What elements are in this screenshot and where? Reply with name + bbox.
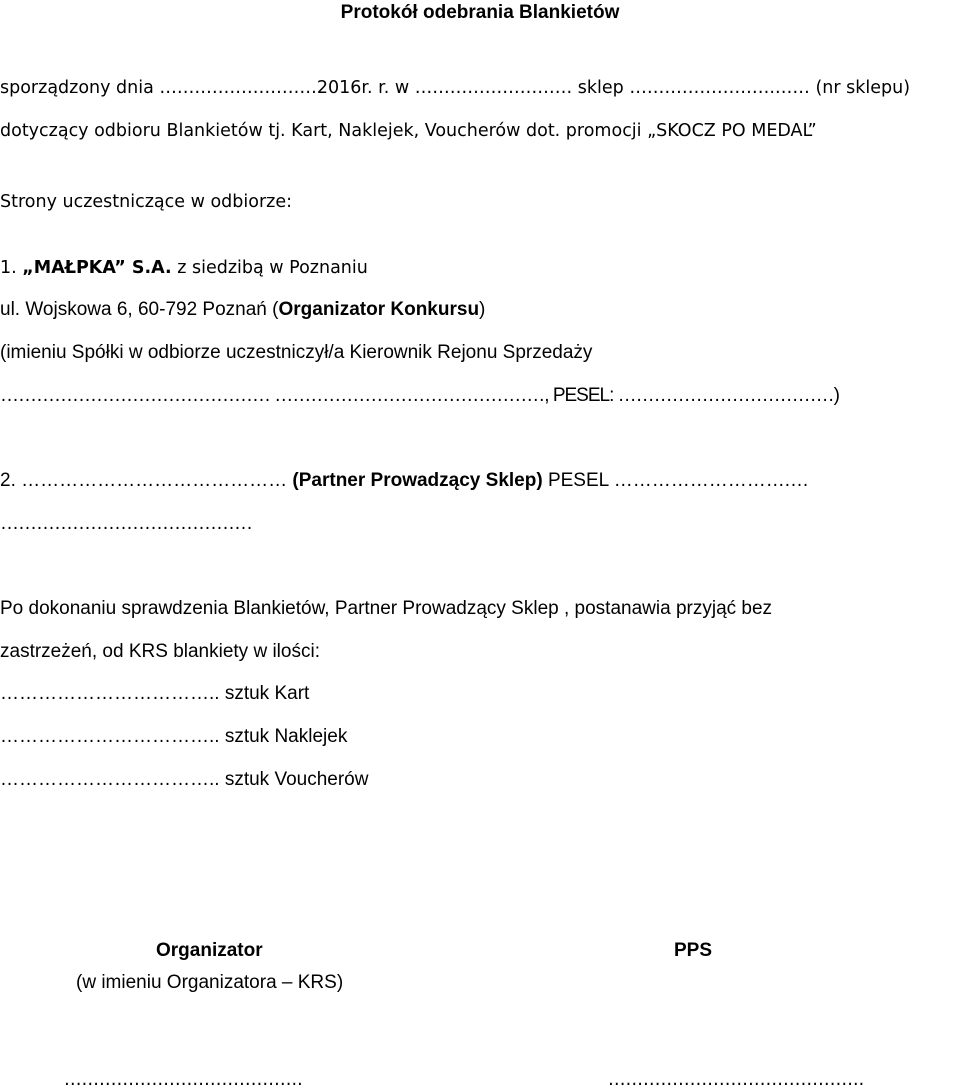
party1-number: 1.	[0, 258, 17, 278]
party1-seat: z siedzibą w Poznaniu	[171, 258, 368, 278]
party1-name-line	[0, 256, 368, 280]
parties-heading: Strony uczestniczące w odbiorze:	[0, 192, 292, 212]
signature-left-title: Organizator	[156, 940, 263, 961]
signature-right-title: PPS	[674, 940, 713, 961]
party1-company: „MAŁPKA” S.A.	[22, 258, 172, 278]
party2-continuation: ……………………………………	[0, 513, 252, 534]
party2-number: 2. ……………………………………	[0, 470, 293, 491]
item-vouchers: …………………………….. sztuk Voucherów	[0, 769, 369, 790]
signature-left-line: …………………………………..	[64, 1070, 303, 1090]
signature-right-line: ……………………………………..	[608, 1070, 865, 1090]
party1-representative: (imieniu Spółki w odbiorze uczestniczył/a Kierownik Rejonu Sprzedaży	[0, 342, 593, 363]
party1-representative-fill-line: ……………………………………… ………………………………………, PESEL: ………………………………)	[0, 385, 839, 406]
party2-role: (Partner Prowadzący Sklep)	[292, 470, 543, 491]
signature-left-subtitle: (w imieniu Organizatora – KRS)	[76, 972, 344, 993]
party1-role: Organizator Konkursu	[278, 299, 480, 320]
party1-address-line	[0, 298, 485, 322]
document-title: Protokół odebrania Blankietów	[340, 2, 620, 23]
item-stickers: …………………………….. sztuk Naklejek	[0, 726, 348, 747]
item-cards: …………………………….. sztuk Kart	[0, 683, 310, 704]
body-paragraph-line2: zastrzeżeń, od KRS blankiety w ilości:	[0, 641, 320, 662]
party1-address-end: )	[479, 299, 486, 320]
subject-line: dotyczący odbioru Blankietów tj. Kart, Naklejek, Voucherów dot. promocji „SKOCZ PO MEDAL”	[0, 121, 817, 141]
body-paragraph-line1: Po dokonaniu sprawdzenia Blankietów, Partner Prowadzący Sklep , postanawia przyjąć bez	[0, 598, 773, 619]
date-place-line: sporządzony dnia ………………………2016r. r. w ……………………… sklep …………………….…… (nr sklepu)	[0, 78, 911, 98]
party2-line	[0, 469, 809, 493]
party2-pesel: PESEL ……………………….…	[542, 470, 810, 491]
party1-address: ul. Wojskowa 6, 60-792 Poznań (	[0, 299, 279, 320]
